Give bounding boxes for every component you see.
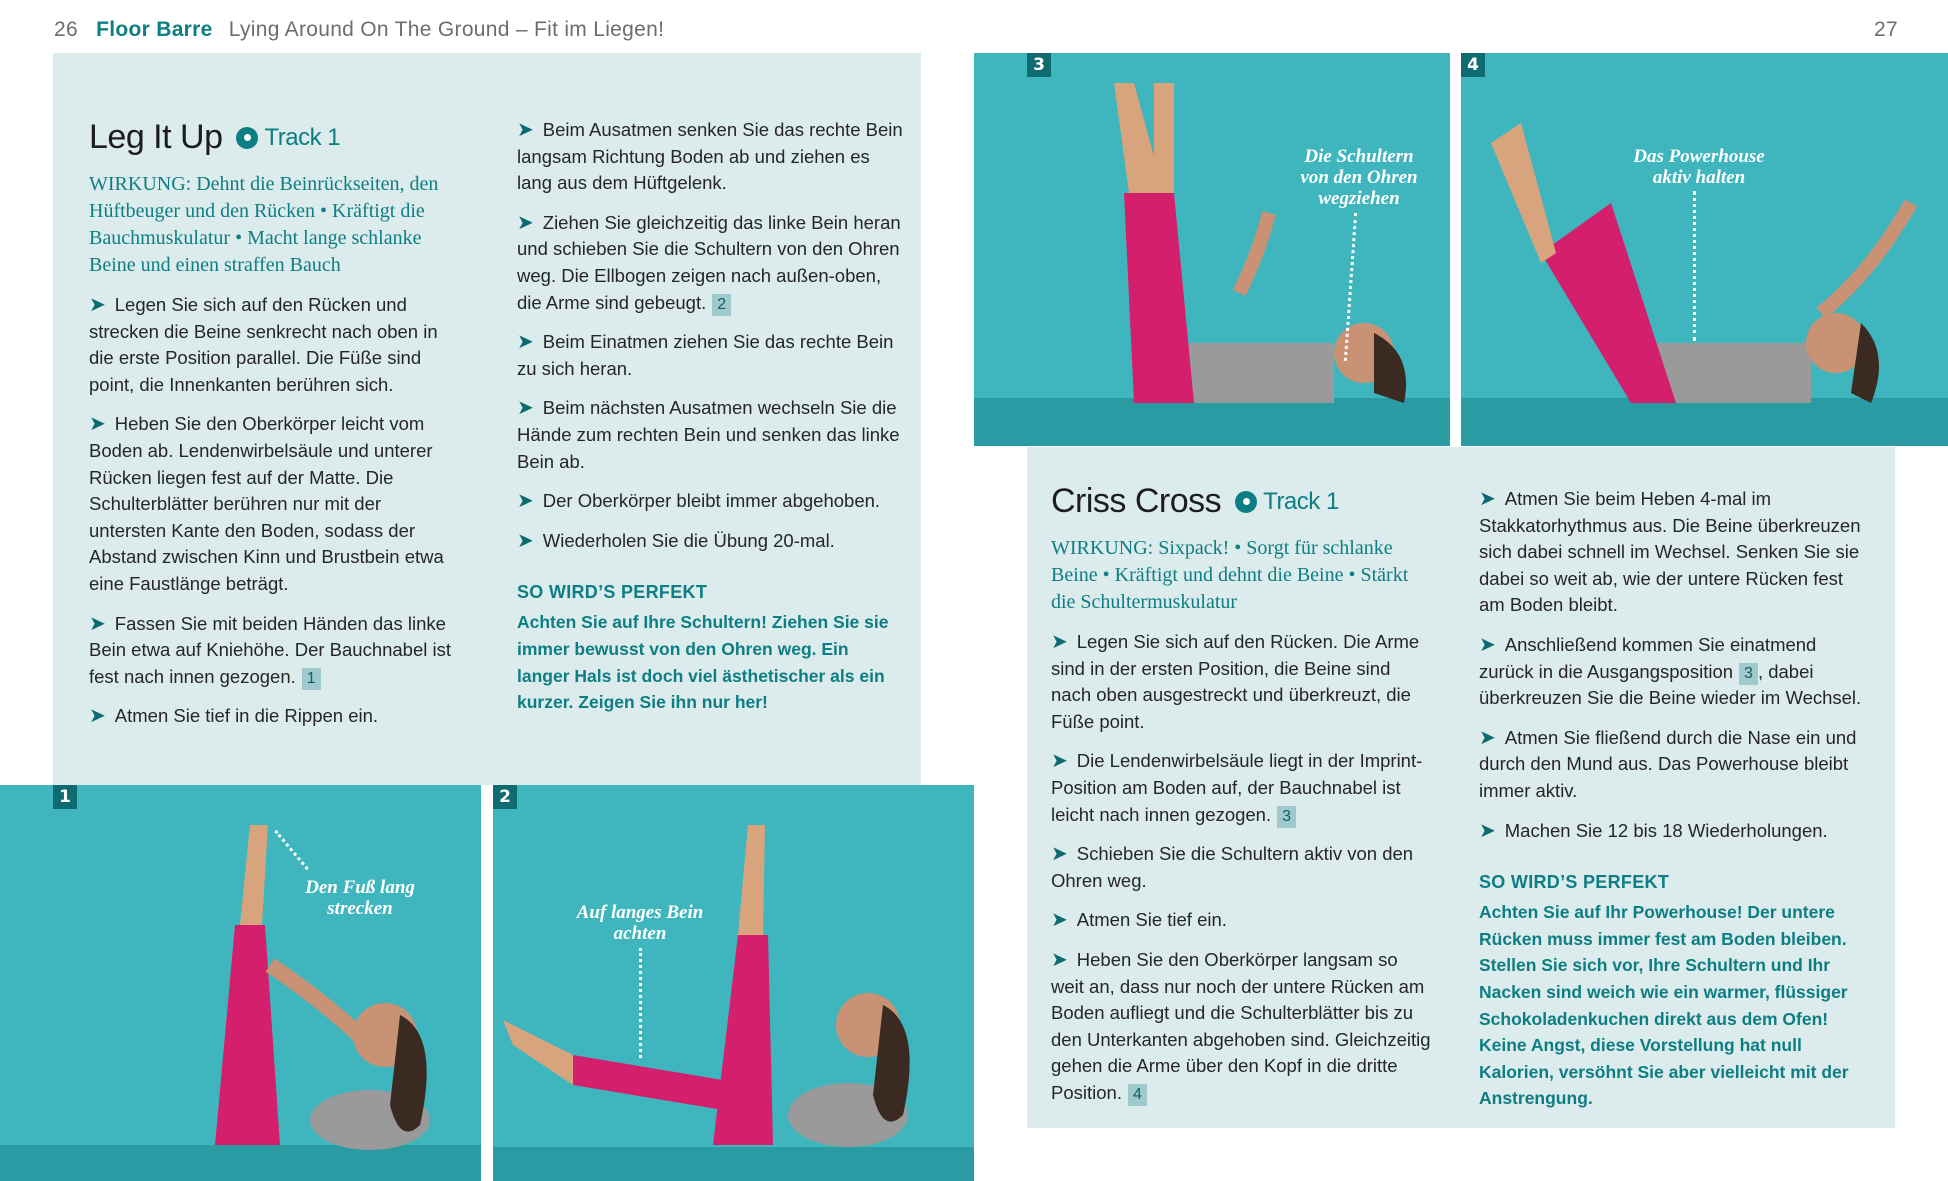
step-item xyxy=(1051,748,1433,828)
step-text: Atmen Sie fließend durch die Nase ein und durch den Mund aus. Das Powerhouse bleibt immer aktiv. xyxy=(1479,726,1857,801)
step-text: Machen Sie 12 bis 18 Wiederholungen. xyxy=(1504,819,1828,841)
photo-reference-badge: 4 xyxy=(1128,1084,1147,1106)
step-item xyxy=(517,488,903,515)
track-label xyxy=(1235,488,1339,516)
step-item xyxy=(517,210,903,316)
figure-illustration xyxy=(493,785,974,1181)
step-text: Atmen Sie tief in die Rippen ein. xyxy=(114,705,379,727)
photo-caption xyxy=(290,877,430,919)
arrow-icon: ➤ xyxy=(89,705,106,728)
arrow-icon: ➤ xyxy=(517,490,534,513)
wirkung-text: WIRKUNG: Sixpack! • Sorgt für schlanke Beine • Kräftigt und dehnt die Beine • Stärkt die Schultermuskulatur xyxy=(1051,537,1409,613)
arrow-icon: ➤ xyxy=(517,397,534,420)
step-text: Legen Sie sich auf den Rücken. Die Arme sind in der ersten Position, die Beine sind nach oben ausgestreckt und überkreuzt, die Füße point. xyxy=(1051,631,1420,732)
wirkung-text: WIRKUNG: Dehnt die Beinrückseiten, den Hüftbeuger und den Rücken • Kräftigt die Bauchmuskulatur • Macht lange schlanke Beine und einen straffen Bauch xyxy=(89,173,439,276)
photo-caption xyxy=(1619,146,1779,188)
step-item xyxy=(1479,725,1867,805)
step-item xyxy=(89,611,461,691)
exercise-photo-1 xyxy=(0,785,481,1181)
perfect-text: Achten Sie auf Ihre Schultern! Ziehen Sie sie immer bewusst von den Ohren weg. Ein langer Hals ist doch viel ästhetischer als ein kurzer. Zeigen Sie ihn nur her! xyxy=(517,612,889,713)
step-text: Legen Sie sich auf den Rücken und strecken die Beine senkrecht nach oben in die erste Position parallel. Die Füße sind point, die Innenkanten berühren sich. xyxy=(89,294,438,395)
step-text: Atmen Sie tief ein. xyxy=(1076,909,1227,931)
arrow-icon: ➤ xyxy=(517,119,534,141)
exercise-title xyxy=(1051,482,1433,521)
photo-number: 1 xyxy=(53,785,77,809)
arrow-icon: ➤ xyxy=(517,211,534,234)
step-text: Der Oberkörper bleibt immer abgehoben. xyxy=(542,490,881,512)
photo-reference-badge: 3 xyxy=(1277,806,1296,828)
step-text: Wiederholen Sie die Übung 20-mal. xyxy=(542,529,835,551)
leg-it-up-column-1 xyxy=(89,118,461,730)
page-number-right: 27 xyxy=(1874,18,1898,41)
step-item xyxy=(1051,907,1433,934)
page-number-left: 26 xyxy=(54,18,78,41)
figure-illustration xyxy=(974,53,1450,446)
step-text: Schieben Sie die Schultern aktiv von den Ohren weg. xyxy=(1051,843,1414,891)
criss-cross-column-2 xyxy=(1479,486,1867,1112)
step-item xyxy=(1051,841,1433,894)
arrow-icon: ➤ xyxy=(89,413,106,436)
photo-reference-badge: 3 xyxy=(1739,663,1758,685)
track-text: Track 1 xyxy=(264,123,341,151)
leg-it-up-column-2 xyxy=(517,117,903,716)
step-item xyxy=(1479,486,1867,619)
arrow-icon: ➤ xyxy=(1051,909,1068,932)
photo-reference-badge: 1 xyxy=(302,668,321,690)
step-item xyxy=(1479,818,1867,845)
track-label xyxy=(236,124,340,152)
step-item xyxy=(89,703,461,730)
caption-line: Das Powerhouse xyxy=(1633,146,1765,167)
step-text: Beim Einatmen ziehen Sie das rechte Bein zu sich heran. xyxy=(517,331,894,379)
arrow-icon: ➤ xyxy=(1051,631,1068,653)
exercise-title-text: Leg It Up xyxy=(89,118,223,156)
arrow-icon: ➤ xyxy=(89,294,106,316)
step-list xyxy=(89,292,461,730)
arrow-icon: ➤ xyxy=(1479,819,1496,842)
page-header-left xyxy=(54,18,664,42)
step-text: Heben Sie den Oberkörper langsam so weit an, dass nur noch der untere Rücken am Boden aufliegt und die Schulterblätter bis zu den Unterkanten abgehoben sind. Gleichzeitig gehen die Arme über den Kopf in die dritte Position. xyxy=(1051,948,1431,1103)
exercise-photo-4 xyxy=(1461,53,1948,446)
caption-line: strecken xyxy=(327,898,393,919)
exercise-photo-3 xyxy=(974,53,1450,446)
exercise-title-text: Criss Cross xyxy=(1051,482,1222,520)
step-text: Beim Ausatmen senken Sie das rechte Bein langsam Richtung Boden ab und ziehen es lang aus dem Hüftgelenk. xyxy=(517,119,903,194)
figure-illustration xyxy=(1461,53,1948,446)
step-item xyxy=(89,292,461,398)
step-list xyxy=(517,117,903,554)
photo-caption xyxy=(1284,146,1434,209)
exercise-photo-2 xyxy=(493,785,974,1181)
step-item xyxy=(517,528,903,555)
caption-line: von den Ohren xyxy=(1300,167,1418,188)
caption-line: Auf langes Bein xyxy=(576,902,704,923)
step-item xyxy=(1479,632,1867,712)
step-text: Fassen Sie mit beiden Händen das linke Bein etwa auf Kniehöhe. Der Bauchnabel ist fest nach innen gezogen. xyxy=(89,612,452,687)
caption-line: wegziehen xyxy=(1318,188,1400,209)
photo-reference-badge: 2 xyxy=(712,294,731,316)
step-text: Heben Sie den Oberkörper leicht vom Boden ab. Lendenwirbelsäule und unterer Rücken liegen fest auf der Matte. Die Schulterblätter berühren nur mit der untersten Kante den Boden, sodass der Abstand zwischen Kinn und Brustbein etwa eine Faustlänge beträgt. xyxy=(89,413,444,594)
step-item xyxy=(517,329,903,382)
criss-cross-column-1 xyxy=(1051,482,1433,1107)
arrow-icon: ➤ xyxy=(89,612,106,635)
step-text: Anschließend kommen Sie einatmend zurück in die Ausgangsposition xyxy=(1479,633,1817,682)
arrow-icon: ➤ xyxy=(1479,488,1496,510)
photo-number: 2 xyxy=(493,785,517,809)
caption-line: achten xyxy=(613,923,667,944)
step-item xyxy=(517,395,903,475)
caption-line: Die Schultern xyxy=(1304,146,1414,167)
track-icon xyxy=(1235,491,1257,513)
caption-line: Den Fuß lang xyxy=(305,877,415,898)
arrow-icon: ➤ xyxy=(1479,726,1496,749)
photo-number: 3 xyxy=(1027,53,1051,77)
arrow-icon: ➤ xyxy=(1479,633,1496,656)
perfect-heading: SO WIRD’S PERFEKT xyxy=(517,582,708,603)
step-text-continued: , dabei überkreuzen Sie die Beine wieder im Wechsel. xyxy=(1479,660,1862,709)
step-list xyxy=(1479,486,1867,844)
photo-number: 4 xyxy=(1461,53,1485,77)
caption-pointer xyxy=(1693,191,1696,341)
figure-illustration xyxy=(0,785,481,1181)
perfect-text: Achten Sie auf Ihr Powerhouse! Der untere Rücken muss immer fest am Boden bleiben. Stellen Sie sich vor, Ihre Schultern und Ihr Nacken sind weich wie ein warmer, flüssiger Schokoladenkuchen direkt aus dem Ofen! Keine Angst, diese Vorstellung hat null Kalorien, versöhnt Sie aber vielleicht mit der Anstrengung. xyxy=(1479,902,1849,1109)
perfect-heading: SO WIRD’S PERFEKT xyxy=(1479,872,1670,893)
photo-caption xyxy=(565,902,715,944)
step-text: Beim nächsten Ausatmen wechseln Sie die Hände zum rechten Bein und senken das linke Bein ab. xyxy=(517,397,900,472)
exercise-title xyxy=(89,118,461,157)
arrow-icon: ➤ xyxy=(517,529,534,552)
step-text: Atmen Sie beim Heben 4-mal im Stakkatorhythmus aus. Die Beine überkreuzen sich dabei schnell im Wechsel. Senken Sie sie dabei so weit ab, wie der untere Rücken fest am Boden bleibt. xyxy=(1479,488,1861,616)
step-text: Ziehen Sie gleichzeitig das linke Bein heran und schieben Sie die Schultern von den Ohren weg. Die Ellbogen zeigen nach außen-oben, die Arme sind gebeugt. xyxy=(517,211,901,313)
caption-pointer xyxy=(639,948,642,1058)
step-item xyxy=(1051,629,1433,735)
track-icon xyxy=(236,127,258,149)
step-text: Die Lendenwirbelsäule liegt in der Imprint-Position am Boden auf, der Bauchnabel ist leicht nach innen gezogen. xyxy=(1051,750,1423,825)
step-item xyxy=(1051,947,1433,1107)
arrow-icon: ➤ xyxy=(1051,750,1068,773)
arrow-icon: ➤ xyxy=(1051,843,1068,866)
arrow-icon: ➤ xyxy=(1051,948,1068,971)
section-title: Floor Barre xyxy=(96,18,213,41)
step-item xyxy=(89,411,461,597)
section-subtitle: Lying Around On The Ground – Fit im Liegen! xyxy=(228,18,665,41)
step-list xyxy=(1051,629,1433,1107)
arrow-icon: ➤ xyxy=(517,331,534,354)
track-text: Track 1 xyxy=(1263,487,1339,515)
caption-line: aktiv halten xyxy=(1652,167,1746,188)
step-item xyxy=(517,117,903,197)
